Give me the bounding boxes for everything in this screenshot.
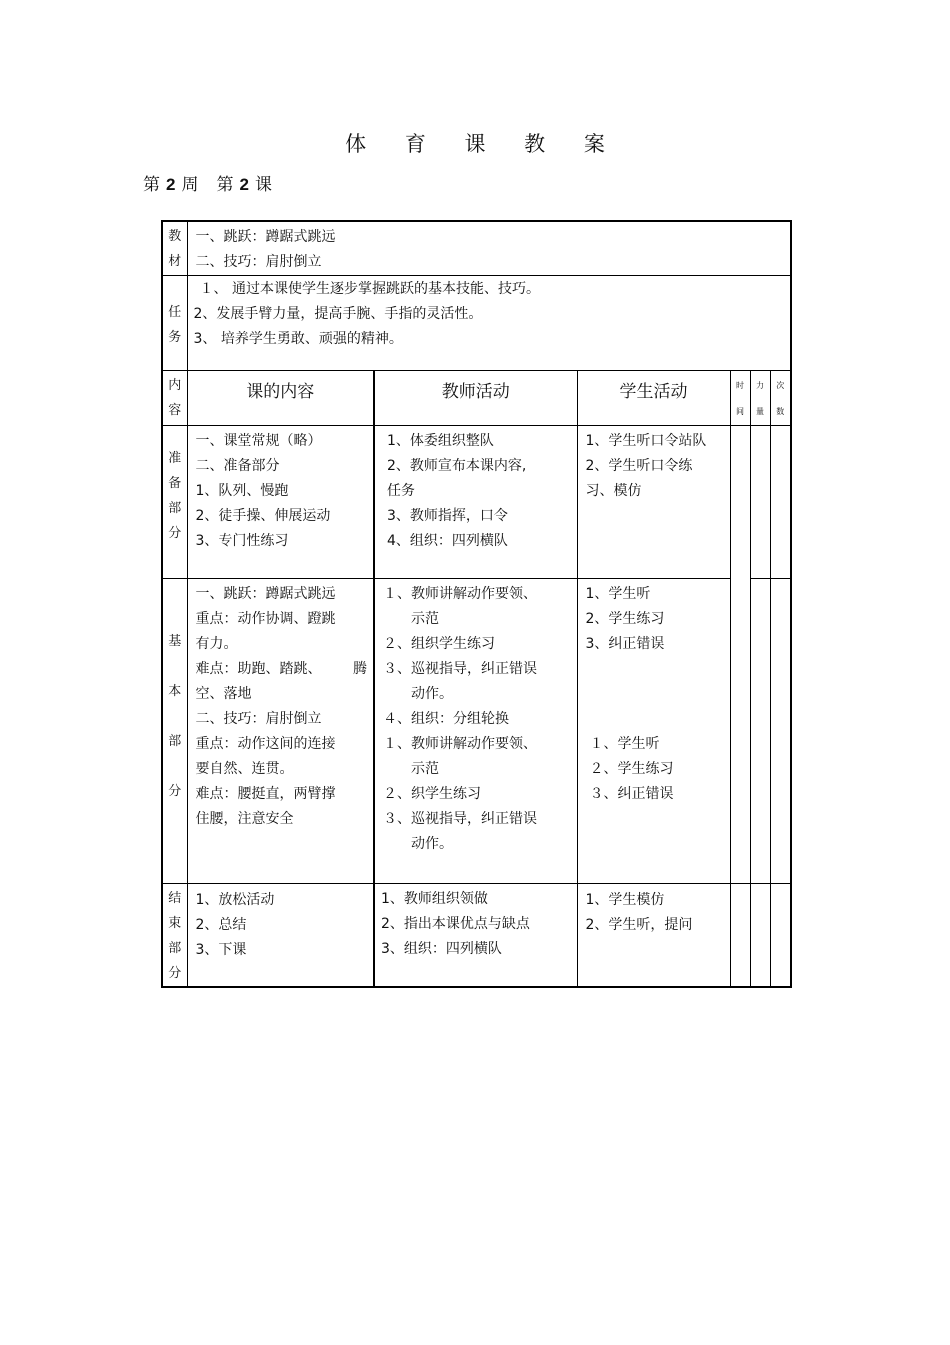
basic-content: 一、跳跃：蹲踞式跳远 重点：动作协调、蹬跳 有力。 难点：助跑、踏跳、 腾 空、落地 二、技巧：肩肘倒立 重点：动作这间的连接 要自然、连贯。 难点：腰挺直，两臂撑 住腰，注意安全 xyxy=(187,579,374,884)
end-row xyxy=(162,884,791,988)
count-cell xyxy=(770,884,791,988)
task-line: 2、发展手臂力量，提高手腕、手指的灵活性。 xyxy=(193,306,483,322)
load-cell xyxy=(750,426,770,579)
prep-content: 一、课堂常规（略） 二、准备部分 1、队列、慢跑 2、徒手操、伸展运动 3、专门性练习 xyxy=(187,426,374,579)
count-cell xyxy=(770,579,791,884)
prep-student: 1、学生听口令站队 2、学生听口令练 习、模仿 xyxy=(577,426,730,579)
task-row xyxy=(162,276,791,371)
basic-label: 基 本 部 分 xyxy=(162,579,187,884)
material-line: 二、技巧：肩肘倒立 xyxy=(195,254,322,270)
header-student-activity: 学生活动 xyxy=(577,371,730,426)
week-lesson-line xyxy=(143,170,272,195)
header-lesson-content: 课的内容 xyxy=(187,371,374,426)
material-line: 一、跳跃：蹲踞式跳远 xyxy=(195,229,336,245)
header-count: 次 数 xyxy=(770,371,791,426)
basic-row xyxy=(162,579,791,884)
prep-teacher: 1、体委组织整队 2、教师宣布本课内容, 任务 3、教师指挥，口令 4、组织：四列横队 xyxy=(374,426,577,579)
basic-student: 1、学生听 2、学生练习 3、纠正错误 １、学生听 ２、学生练习 ３、纠正错误 xyxy=(577,579,730,884)
header-time: 时 间 xyxy=(730,371,750,426)
week-suffix: 周 xyxy=(181,175,199,195)
header-teacher-activity: 教师活动 xyxy=(374,371,577,426)
load-cell xyxy=(750,884,770,988)
time-cell xyxy=(730,884,750,988)
lesson-suffix: 课 xyxy=(254,175,272,195)
end-content: 1、放松活动 2、总结 3、下课 xyxy=(187,884,374,988)
week-number: 2 xyxy=(166,175,176,194)
time-cell xyxy=(730,426,750,884)
end-student: 1、学生模仿 2、学生听，提问 xyxy=(577,884,730,988)
load-cell xyxy=(750,579,770,884)
prep-row xyxy=(162,426,791,579)
material-label: 教 材 xyxy=(162,221,187,276)
material-content xyxy=(187,221,791,276)
prep-label: 准 备 部 分 xyxy=(162,426,187,579)
lesson-plan-table xyxy=(161,220,792,988)
header-row xyxy=(162,371,791,426)
task-line: １、 通过本课使学生逐步掌握跳跃的基本技能、技巧。 xyxy=(199,281,540,297)
header-content-label: 内 容 xyxy=(162,371,187,426)
week-prefix: 第 xyxy=(143,175,160,195)
end-label: 结 束 部 分 xyxy=(162,884,187,988)
material-row xyxy=(162,221,791,276)
end-teacher: 1、教师组织领做 2、指出本课优点与缺点 3、组织：四列横队 xyxy=(374,884,577,988)
task-content xyxy=(187,276,791,371)
page-title: 体 育 课 教 案 xyxy=(345,132,621,156)
basic-teacher: １、教师讲解动作要领、 示范 ２、组织学生练习 ３、巡视指导，纠正错误 动作。 ４、组织：分组轮换 １、教师讲解动作要领、 示范 ２、织学生练习 ３、巡视指导，纠正错误 动作。 xyxy=(374,579,577,884)
header-load: 力 量 xyxy=(750,371,770,426)
lesson-number: 2 xyxy=(239,175,249,194)
count-cell xyxy=(770,426,791,579)
task-line: 3、 培养学生勇敢、顽强的精神。 xyxy=(193,331,403,347)
lesson-prefix: 第 xyxy=(216,175,234,195)
task-label: 任 务 xyxy=(162,276,187,371)
